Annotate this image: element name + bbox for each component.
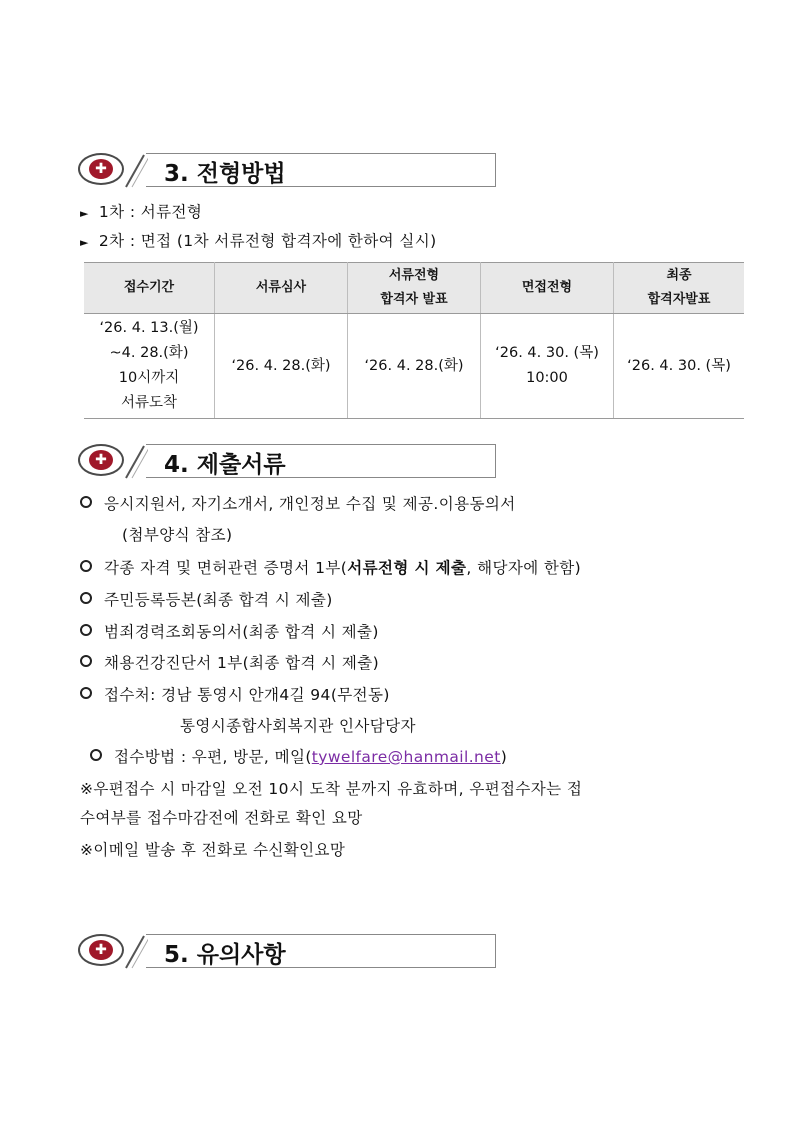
schedule-table xyxy=(84,262,744,419)
email-link[interactable]: tywelfare@hanmail.net xyxy=(311,748,501,766)
bullet-circle-icon xyxy=(80,560,92,572)
list-item: 채용건강진단서 1부(최종 합격 시 제출) xyxy=(80,651,379,673)
section-title: 5. 유의사항 xyxy=(164,942,286,968)
arrow-icon: ► xyxy=(80,207,89,220)
table-cell: ‘26. 4. 30. (목) xyxy=(614,314,745,419)
table-header: 최종 합격자발표 xyxy=(614,263,745,314)
list-item: ► 2차 : 면접 (1차 서류전형 합격자에 한하여 실시) xyxy=(80,232,437,250)
slash-divider-icon xyxy=(122,935,148,969)
list-item: ► 1차 : 서류전형 xyxy=(80,203,203,221)
bullet-circle-icon xyxy=(80,655,92,667)
list-item: 응시지원서, 자기소개서, 개인정보 수집 및 제공.이용동의서 xyxy=(80,492,516,514)
list-item: 접수처: 경남 통영시 안개4길 94(무전동) xyxy=(80,683,390,705)
list-item: 주민등록등본(최종 합격 시 제출) xyxy=(80,588,333,610)
section-title: 3. 전형방법 xyxy=(164,161,286,187)
emblem-icon: ✚ xyxy=(78,934,124,966)
bullet-circle-icon xyxy=(80,496,92,508)
section-title: 4. 제출서류 xyxy=(164,452,286,478)
table-header: 서류심사 xyxy=(215,263,348,314)
bullet-circle-icon xyxy=(80,624,92,636)
table-row xyxy=(84,314,744,419)
note-text: 수여부를 접수마감전에 전화로 확인 요망 xyxy=(80,809,363,827)
bullet-circle-icon xyxy=(90,749,102,761)
table-header: 접수기간 xyxy=(84,263,215,314)
note-text: ※이메일 발송 후 전화로 수신확인요망 xyxy=(80,841,346,859)
list-item: 각종 자격 및 면허관련 증명서 1부(서류전형 시 제출, 해당자에 한함) xyxy=(80,556,581,578)
table-header: 서류전형 합격자 발표 xyxy=(348,263,481,314)
bullet-circle-icon xyxy=(80,592,92,604)
slash-divider-icon xyxy=(122,445,148,479)
table-cell: ‘26. 4. 13.(월) ~4. 28.(화) 10시까지 서류도착 xyxy=(84,314,215,419)
emblem-icon: ✚ xyxy=(78,153,124,185)
table-cell: ‘26. 4. 30. (목) 10:00 xyxy=(481,314,614,419)
list-item-continuation: 통영시종합사회복지관 인사담당자 xyxy=(180,717,416,735)
list-item: 접수방법 : 우편, 방문, 메일(tywelfare@hanmail.net) xyxy=(90,745,507,767)
bullet-circle-icon xyxy=(80,687,92,699)
section-header-4 xyxy=(78,442,508,482)
slash-divider-icon xyxy=(122,154,148,188)
list-item-continuation: (첨부양식 참조) xyxy=(122,526,233,544)
list-item: 범죄경력조회동의서(최종 합격 시 제출) xyxy=(80,620,379,642)
table-header: 면접전형 xyxy=(481,263,614,314)
note-text: ※우편접수 시 마감일 오전 10시 도착 분까지 유효하며, 우편접수자는 접 xyxy=(80,780,583,798)
section-header-3 xyxy=(78,151,508,191)
table-cell: ‘26. 4. 28.(화) xyxy=(348,314,481,419)
emblem-icon: ✚ xyxy=(78,444,124,476)
section-header-5 xyxy=(78,932,508,972)
table-cell: ‘26. 4. 28.(화) xyxy=(215,314,348,419)
arrow-icon: ► xyxy=(80,236,89,249)
